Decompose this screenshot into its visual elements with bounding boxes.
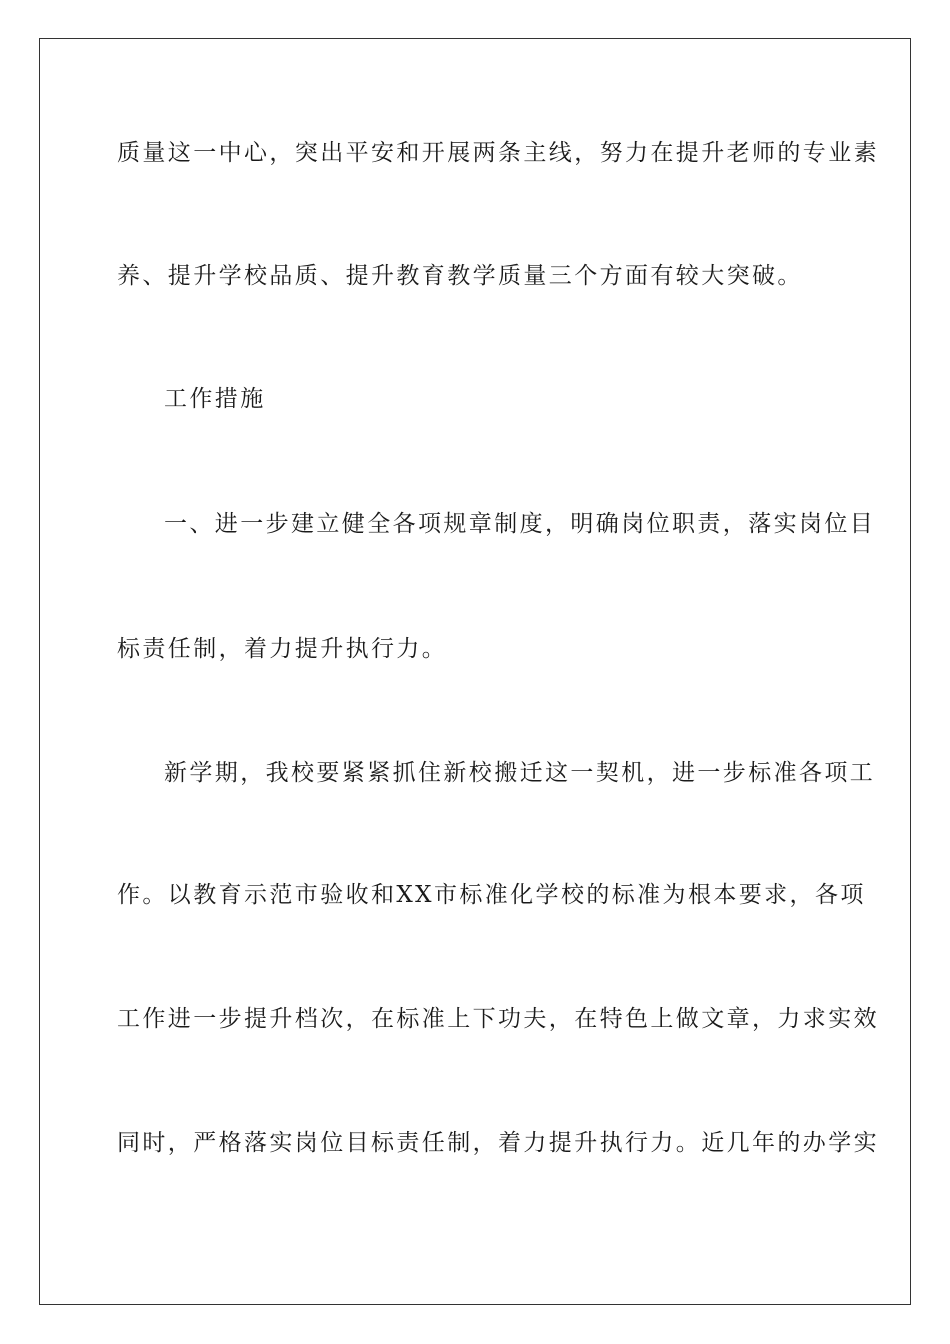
text-line-2: 养、提升学校品质、提升教育教学质量三个方面有较大突破。 xyxy=(117,263,803,289)
text-line-8: 工作进一步提升档次，在标准上下功夫，在特色上做文章，力求实效 xyxy=(117,1006,879,1032)
text-line-6: 新学期，我校要紧紧抓住新校搬迁这一契机，进一步标准各项工 xyxy=(164,760,876,786)
text-line-9: 同时，严格落实岗位目标责任制，着力提升执行力。近几年的办学实 xyxy=(117,1130,879,1156)
text-line-5: 标责任制，着力提升执行力。 xyxy=(117,636,448,662)
section-heading: 工作措施 xyxy=(164,386,266,412)
text-line-4: 一、进一步建立健全各项规章制度，明确岗位职责，落实岗位目 xyxy=(164,511,876,537)
text-line-7: 作。以教育示范市验收和XX市标准化学校的标准为根本要求，各项 xyxy=(117,882,866,908)
page-border xyxy=(39,38,911,1305)
text-line-1: 质量这一中心，突出平安和开展两条主线，努力在提升老师的专业素 xyxy=(117,140,879,166)
